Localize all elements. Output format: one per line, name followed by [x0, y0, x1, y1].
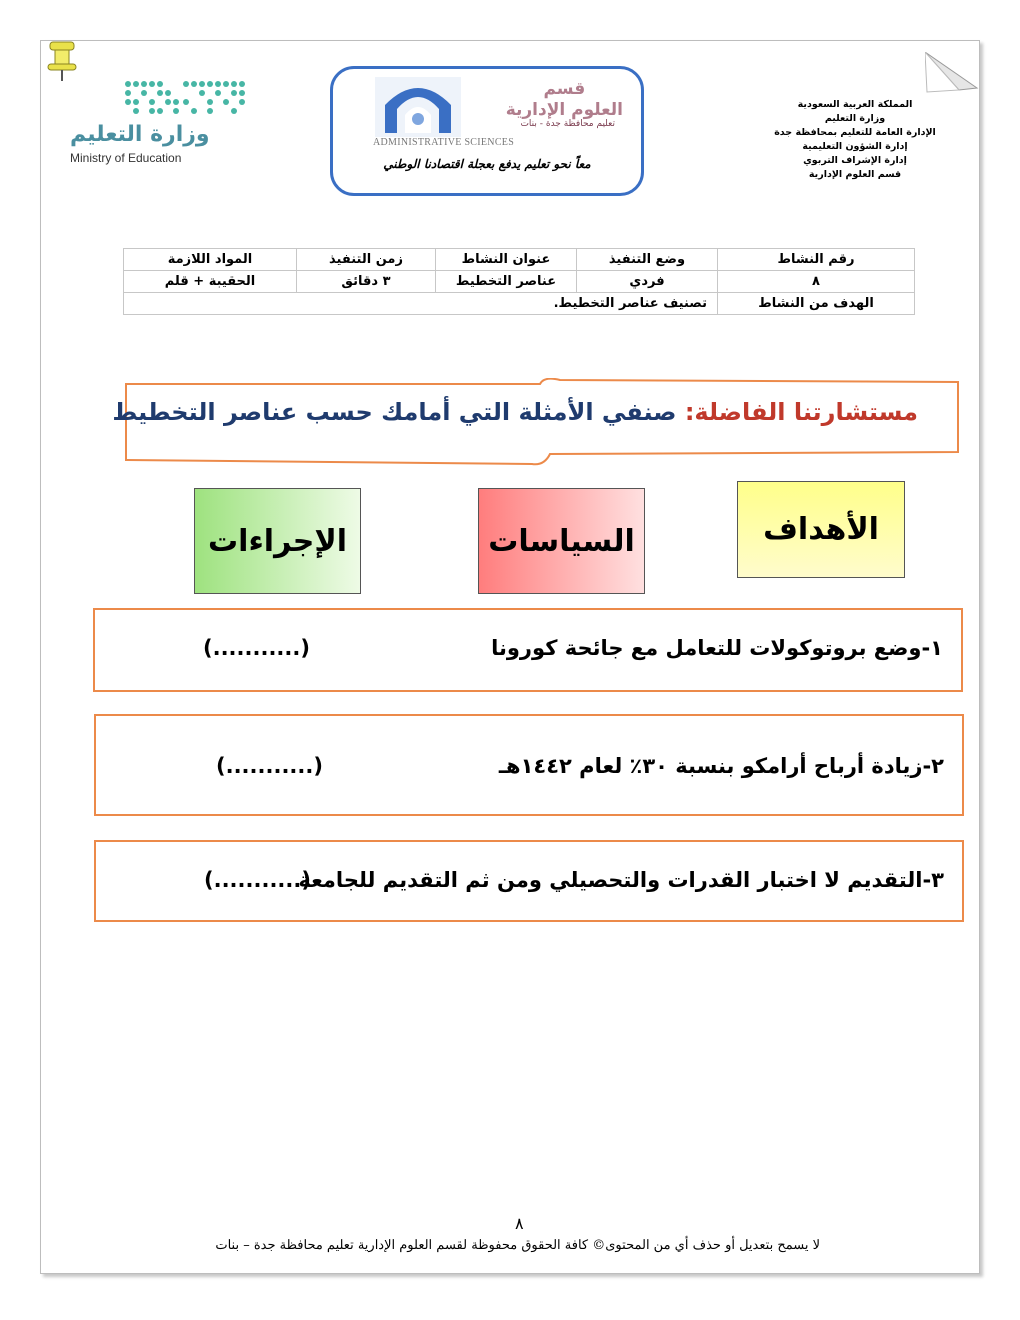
- page-curl-icon: [925, 52, 981, 94]
- category-procedures: الإجراءات: [194, 488, 361, 594]
- ministry-name-english: Ministry of Education: [70, 151, 182, 165]
- department-logo-title-line2: العلوم الإدارية: [505, 100, 623, 120]
- table-cell: ٣ دقائق: [297, 271, 436, 293]
- department-emblem-icon: [375, 77, 461, 137]
- answer-blank[interactable]: (...........): [216, 754, 323, 778]
- table-row: [124, 293, 915, 315]
- page-number: ٨: [515, 1214, 524, 1233]
- ministry-name-arabic: وزارة التعليم: [70, 122, 210, 147]
- instruction-text: [112, 398, 918, 426]
- category-goals: الأهداف: [737, 481, 905, 578]
- answer-blank[interactable]: (...........): [203, 636, 310, 660]
- instruction-body: صنفي الأمثلة التي أمامك حسب عناصر التخطيط: [112, 398, 677, 426]
- department-logo-title: [506, 79, 623, 121]
- table-cell: فردي: [577, 271, 718, 293]
- department-logo: [330, 66, 644, 196]
- question-item-2: [94, 714, 964, 816]
- table-row: [124, 271, 915, 293]
- table-cell: الحقيبة + قلم: [124, 271, 297, 293]
- org-line: قسم العلوم الإدارية: [808, 169, 902, 180]
- question-item-1: [93, 608, 963, 692]
- department-logo-subtitle: تعليم محافظة جدة - بنات: [520, 119, 615, 129]
- department-logo-english: ADMINISTRATIVE SCIENCES: [373, 137, 515, 148]
- table-cell: رقم النشاط: [718, 249, 915, 271]
- org-line: وزارة التعليم: [824, 113, 886, 124]
- copyright-footer: لا يسمح بتعديل أو حذف أي من المحتوى© كافة الحقوق محفوظة لقسم العلوم الإدارية تعليم محافظة جدة – بنات: [215, 1238, 820, 1253]
- question-text: ٢-زيادة أرباح أرامكو بنسبة ٣٠٪ لعام ١٤٤٢هـ: [498, 754, 944, 778]
- question-text: ١-وضع بروتوكولات للتعامل مع جائحة كورونا: [491, 636, 943, 660]
- instruction-label: مستشارتنا الفاضلة:: [684, 398, 918, 426]
- answer-blank[interactable]: (...........): [204, 868, 311, 892]
- question-item-3: [94, 840, 964, 922]
- table-cell: عنوان النشاط: [436, 249, 577, 271]
- goal-value-cell: تصنيف عناصر التخطيط.: [124, 293, 718, 315]
- activity-info-table: [123, 248, 915, 315]
- table-cell: عناصر التخطيط: [436, 271, 577, 293]
- table-header-row: [124, 249, 915, 271]
- department-logo-title-line1: قسم: [543, 79, 586, 99]
- question-text: ٣-التقديم لا اختبار القدرات والتحصيلي ومن ثم التقديم للجامعة: [298, 868, 944, 892]
- org-line: إدارة الشؤون التعليمية: [802, 141, 908, 152]
- organization-header: [760, 98, 950, 182]
- org-line: إدارة الإشراف التربوي: [803, 155, 907, 166]
- department-motto: معاً نحو تعليم يدفع بعجلة اقتصادنا الوطني: [383, 157, 591, 171]
- table-cell: ٨: [718, 271, 915, 293]
- table-cell: زمن التنفيذ: [297, 249, 436, 271]
- category-policies: السياسات: [478, 488, 645, 594]
- table-cell: وضع التنفيذ: [577, 249, 718, 271]
- org-line: الإدارة العامة للتعليم بمحافظة جدة: [774, 127, 936, 138]
- goal-label-cell: الهدف من النشاط: [718, 293, 915, 315]
- table-cell: المواد اللازمة: [124, 249, 297, 271]
- org-line: المملكة العربية السعودية: [797, 99, 913, 110]
